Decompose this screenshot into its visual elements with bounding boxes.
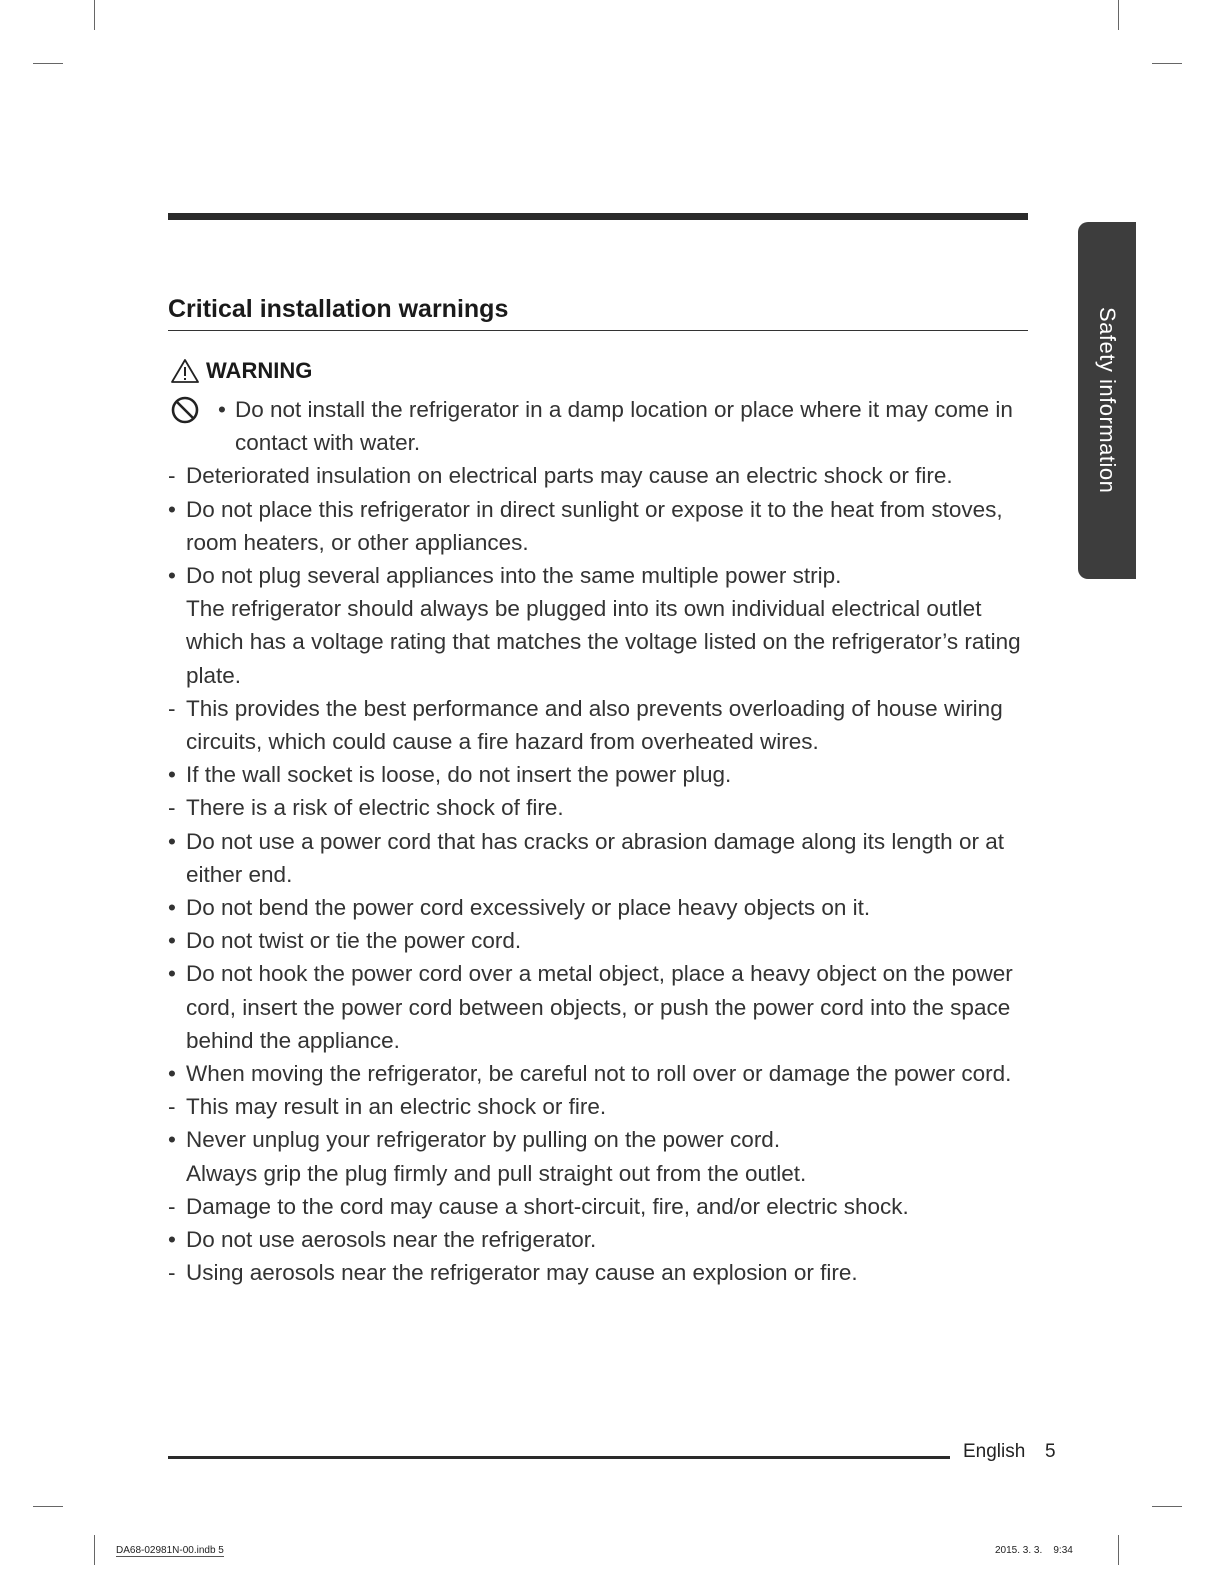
list-item-text: Do not hook the power cord over a metal object, place a heavy object on the power cord, insert the power cord between objects, or push the power cord into the space behind the appliance.	[186, 961, 1013, 1053]
list-marker: •	[168, 961, 176, 987]
list-marker: -	[168, 463, 176, 489]
list-item	[168, 692, 1038, 758]
list-item	[168, 957, 1038, 1057]
list-item	[168, 1057, 1038, 1090]
crop-mark	[1118, 0, 1119, 30]
list-item	[168, 1256, 1038, 1289]
crop-mark	[1152, 1506, 1182, 1507]
crop-mark	[33, 1506, 63, 1507]
list-marker: -	[168, 1094, 176, 1120]
crop-mark	[33, 63, 63, 64]
list-item-text: Do not use aerosols near the refrigerator.	[186, 1227, 597, 1253]
list-item	[168, 559, 1038, 592]
side-tab-label: Safety information	[1095, 307, 1120, 494]
list-item	[168, 1157, 1038, 1190]
list-item-text: Never unplug your refrigerator by pulling on the power cord.	[186, 1127, 781, 1153]
list-item	[168, 924, 1038, 957]
footer-language: English	[963, 1441, 1026, 1462]
list-item-text: Deteriorated insulation on electrical parts may cause an electric shock or fire.	[186, 463, 953, 489]
list-marker: -	[168, 1193, 176, 1219]
list-item-text: Damage to the cord may cause a short-circuit, fire, and/or electric shock.	[186, 1193, 909, 1219]
list-marker: -	[168, 795, 176, 821]
crop-mark	[94, 1535, 95, 1565]
list-marker: •	[168, 1227, 176, 1253]
list-item	[168, 825, 1038, 891]
list-item	[168, 1123, 1038, 1156]
crop-mark	[1118, 1535, 1119, 1565]
list-item	[168, 891, 1038, 924]
list-item-text: Do not twist or tie the power cord.	[186, 928, 522, 954]
list-item	[168, 459, 1038, 492]
list-marker: •	[168, 563, 176, 589]
warning-heading	[170, 355, 312, 387]
list-item-text: Do not install the refrigerator in a damp location or place where it may come in contact with water.	[235, 397, 1013, 456]
warning-triangle-icon	[170, 358, 200, 384]
list-item-text: Do not plug several appliances into the same multiple power strip.	[186, 563, 842, 589]
list-marker: -	[168, 1260, 176, 1286]
list-item-text: This provides the best performance and also prevents overloading of house wiring circuits, which could cause a fire hazard from overheated wires.	[186, 695, 1003, 755]
list-item-text: Do not place this refrigerator in direct sunlight or expose it to the heat from stoves, room heaters, or other appliances.	[186, 496, 1003, 555]
warning-list	[168, 393, 1038, 1289]
list-item	[168, 493, 1038, 559]
crop-mark	[1152, 63, 1182, 64]
list-item-text: If the wall socket is loose, do not insert the power plug.	[186, 762, 732, 788]
list-marker: •	[168, 1061, 176, 1087]
print-date-info: 2015. 3. 3. 9:34	[995, 1545, 1073, 1556]
list-item-text: Do not bend the power cord excessively or place heavy objects on it.	[186, 895, 871, 921]
crop-mark	[94, 0, 95, 30]
list-marker: -	[168, 695, 176, 721]
list-marker: •	[168, 928, 176, 954]
list-marker: •	[218, 397, 226, 422]
list-item-text: This may result in an electric shock or fire.	[186, 1094, 607, 1120]
list-item-text: Always grip the plug firmly and pull straight out from the outlet.	[186, 1160, 807, 1186]
list-marker: •	[168, 762, 176, 788]
print-file-info: DA68-02981N-00.indb 5	[116, 1545, 224, 1556]
list-item-text: When moving the refrigerator, be careful not to roll over or damage the power cord.	[186, 1061, 1012, 1087]
list-marker: •	[168, 1127, 176, 1153]
list-item	[168, 791, 1038, 824]
list-marker: •	[168, 895, 176, 921]
list-marker: •	[168, 496, 176, 522]
list-item	[168, 1090, 1038, 1123]
list-item-text: Using aerosols near the refrigerator may cause an explosion or fire.	[186, 1260, 858, 1286]
bottom-rule	[168, 1456, 950, 1459]
section-title: Critical installation warnings	[168, 292, 1028, 331]
list-item	[168, 393, 1038, 459]
warning-label: WARNING	[206, 358, 313, 383]
page-number: 5	[1045, 1441, 1056, 1462]
list-item	[168, 1223, 1038, 1256]
list-item-text: There is a risk of electric shock of fire.	[186, 795, 564, 821]
top-rule	[168, 213, 1028, 220]
list-item	[168, 592, 1038, 692]
list-item-text: Do not use a power cord that has cracks or abrasion damage along its length or at either end.	[186, 828, 1004, 887]
list-item-text: The refrigerator should always be plugged into its own individual electrical outlet which has a voltage rating that matches the voltage listed on the refrigerator’s rating plate.	[186, 596, 1021, 688]
list-item	[168, 758, 1038, 791]
list-item	[168, 1190, 1038, 1223]
list-marker: •	[168, 828, 176, 854]
